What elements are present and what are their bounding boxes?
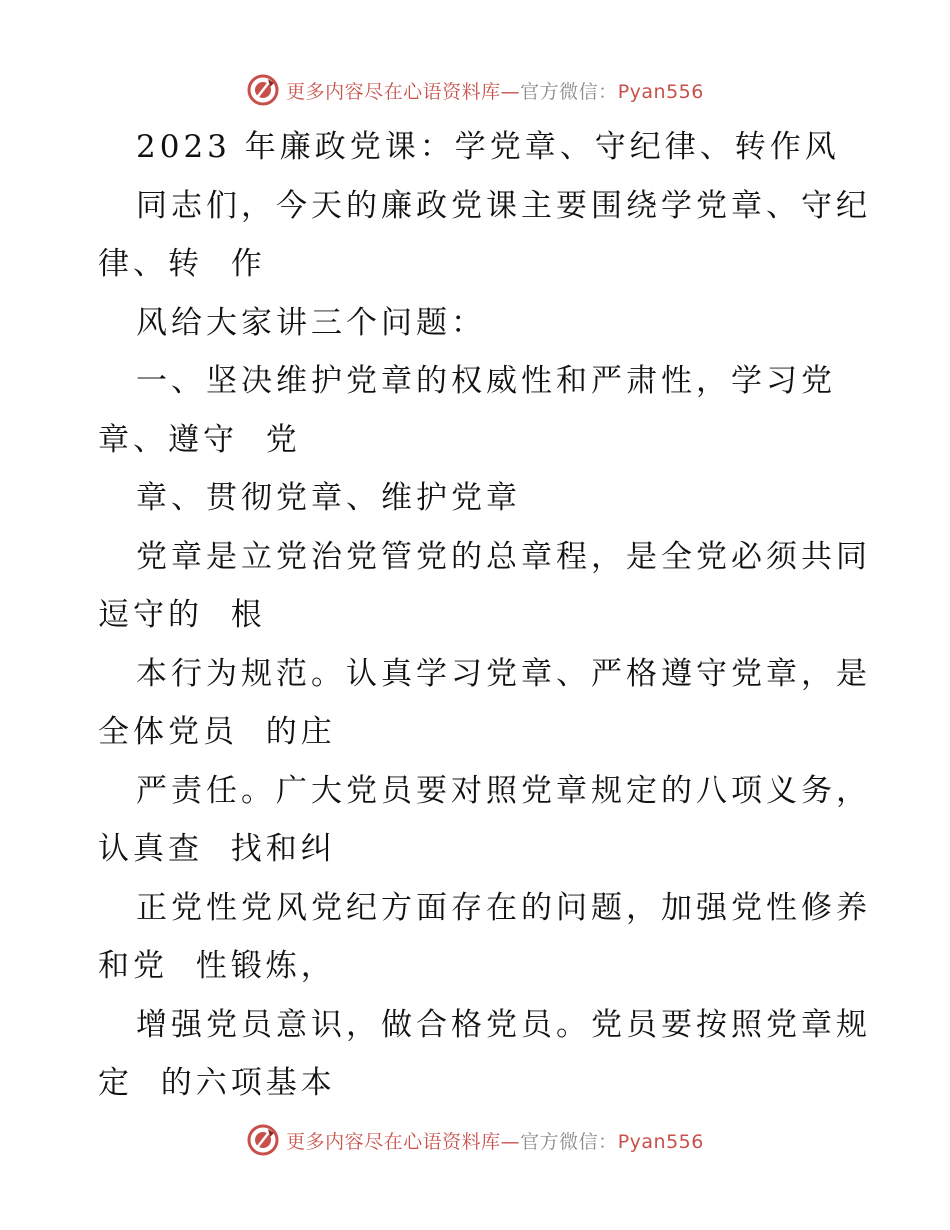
paragraph-line: 律、转 作 <box>98 246 266 282</box>
paragraph-line: 严责任。广大党员要对照党章规定的八项义务， <box>136 772 871 809</box>
paragraph-line: 增强党员意识，做合格党员。党员要按照党章规 <box>136 1006 871 1043</box>
watermark-wechat-label: 官方微信： <box>520 1130 618 1153</box>
paragraph-line: 同志们，今天的廉政党课主要围绕学党章、守纪 <box>136 187 871 224</box>
paragraph-line: 正党性党风党纪方面存在的问题，加强党性修养 <box>136 889 871 926</box>
paragraph-line: 认真查 找和纠 <box>98 831 336 867</box>
header-watermark <box>0 70 950 110</box>
seal-logo-icon <box>246 73 280 107</box>
watermark-wechat-id: Pyan556 <box>617 1130 704 1153</box>
paragraph-line: 风给大家讲三个问题： <box>136 304 486 341</box>
watermark-wechat-label: 官方微信： <box>520 80 618 103</box>
watermark-wechat-id: Pyan556 <box>617 80 704 103</box>
watermark-main-text: 更多内容尽在心语资料库 <box>286 1130 501 1153</box>
section-heading: 一、坚决维护党章的权威性和严肃性，学习党 <box>136 363 836 399</box>
paragraph-line: 和党 性锻炼， <box>98 948 336 984</box>
paragraph-line: 逗守的 根 <box>98 597 266 633</box>
seal-logo-icon <box>246 1123 280 1157</box>
watermark-separator: — <box>500 80 521 103</box>
document-body <box>98 118 871 1113</box>
watermark-main-text: 更多内容尽在心语资料库 <box>286 80 501 103</box>
document-title: 2023 年廉政党课：学党章、守纪律、转作风 <box>136 129 840 165</box>
section-heading: 章、贯彻党章、维护党章 <box>136 480 521 516</box>
watermark-separator: — <box>500 1130 521 1153</box>
paragraph-line: 定 的六项基本 <box>98 1065 336 1101</box>
footer-watermark <box>0 1120 950 1160</box>
paragraph-line: 本行为规范。认真学习党章、严格遵守党章，是 <box>136 655 871 692</box>
paragraph-line: 党章是立党治党管党的总章程，是全党必须共同 <box>136 538 871 575</box>
paragraph-line: 全体党员 的庄 <box>98 714 336 750</box>
section-heading: 章、遵守 党 <box>98 421 301 458</box>
